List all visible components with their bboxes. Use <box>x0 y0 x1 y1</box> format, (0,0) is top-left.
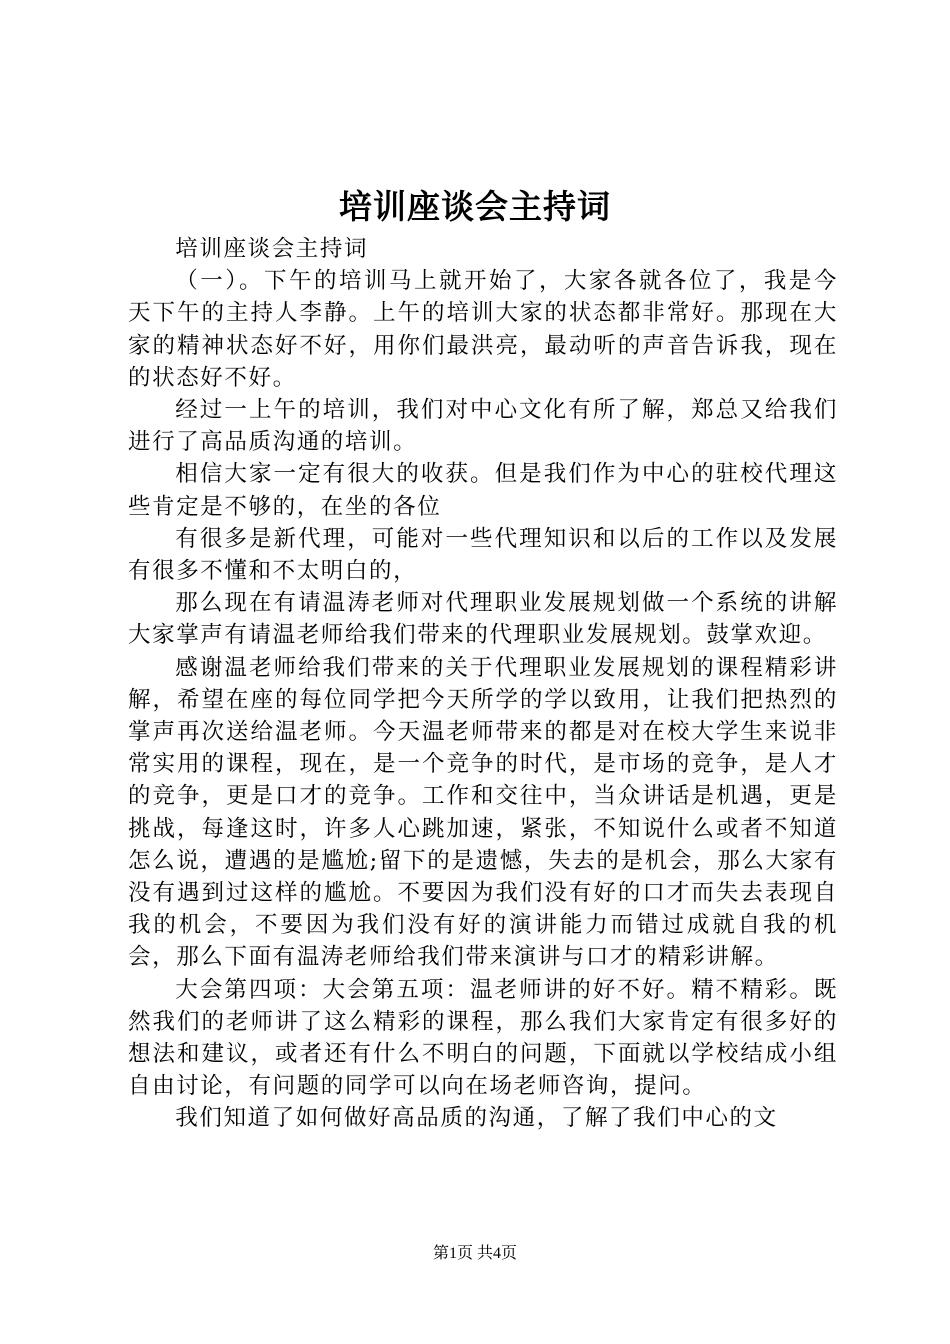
paragraph: 感谢温老师给我们带来的关于代理职业发展规划的课程精彩讲解，希望在座的每位同学把今天所学的学以致用，让我们把热烈的掌声再次送给温老师。今天温老师带来的都是对在校大学生来说非常实用的课程，现在，是一个竞争的时代，是市场的竞争，是人才的竞争，更是口才的竞争。工作和交往中，当众讲话是机遇，更是挑战，每逢这时，许多人心跳加速，紧张，不知说什么或者不知道怎么说，遭遇的是尴尬;留下的是遗憾，失去的是机会，那么大家有没有遇到过这样的尴尬。不要因为我们没有好的口才而失去表现自我的机会，不要因为我们没有好的演讲能力而错过成就自我的机会，那么下面有温涛老师给我们带来演讲与口才的精彩讲解。 <box>128 654 838 971</box>
paragraph: （一）。下午的培训马上就开始了，大家各就各位了，我是今天下午的主持人李静。上午的培训大家的状态都非常好。那现在大家的精神状态好不好，用你们最洪亮，最动听的声音告诉我，现在的状态好不好。 <box>128 268 838 391</box>
document-title: 培训座谈会主持词 <box>339 187 611 226</box>
paragraph: 相信大家一定有很大的收获。但是我们作为中心的驻校代理这些肯定是不够的，在坐的各位 <box>128 461 838 520</box>
paragraph: 那么现在有请温涛老师对代理职业发展规划做一个系统的讲解大家掌声有请温老师给我们带来的代理职业发展规划。鼓掌欢迎。 <box>128 590 838 649</box>
page-footer <box>0 1243 950 1265</box>
paragraph: 我们知道了如何做好高品质的沟通，了解了我们中心的文 <box>175 1105 778 1132</box>
paragraph: 大会第四项：大会第五项：温老师讲的好不好。精不精彩。既然我们的老师讲了这么精彩的课程，那么我们大家肯定有很多好的想法和建议，或者还有什么不明白的问题，下面就以学校结成小组自由讨论，有问题的同学可以向在场老师咨询，提问。 <box>128 976 838 1100</box>
document-body <box>128 233 838 1135</box>
paragraph: 经过一上午的培训，我们对中心文化有所了解，郑总又给我们进行了高品质沟通的培训。 <box>128 397 838 456</box>
paragraph: 有很多是新代理，可能对一些代理知识和以后的工作以及发展有很多不懂和不太明白的， <box>128 525 838 585</box>
paragraph: 培训座谈会主持词 <box>175 236 369 262</box>
page-number: 第1页 共4页 <box>432 1245 517 1262</box>
